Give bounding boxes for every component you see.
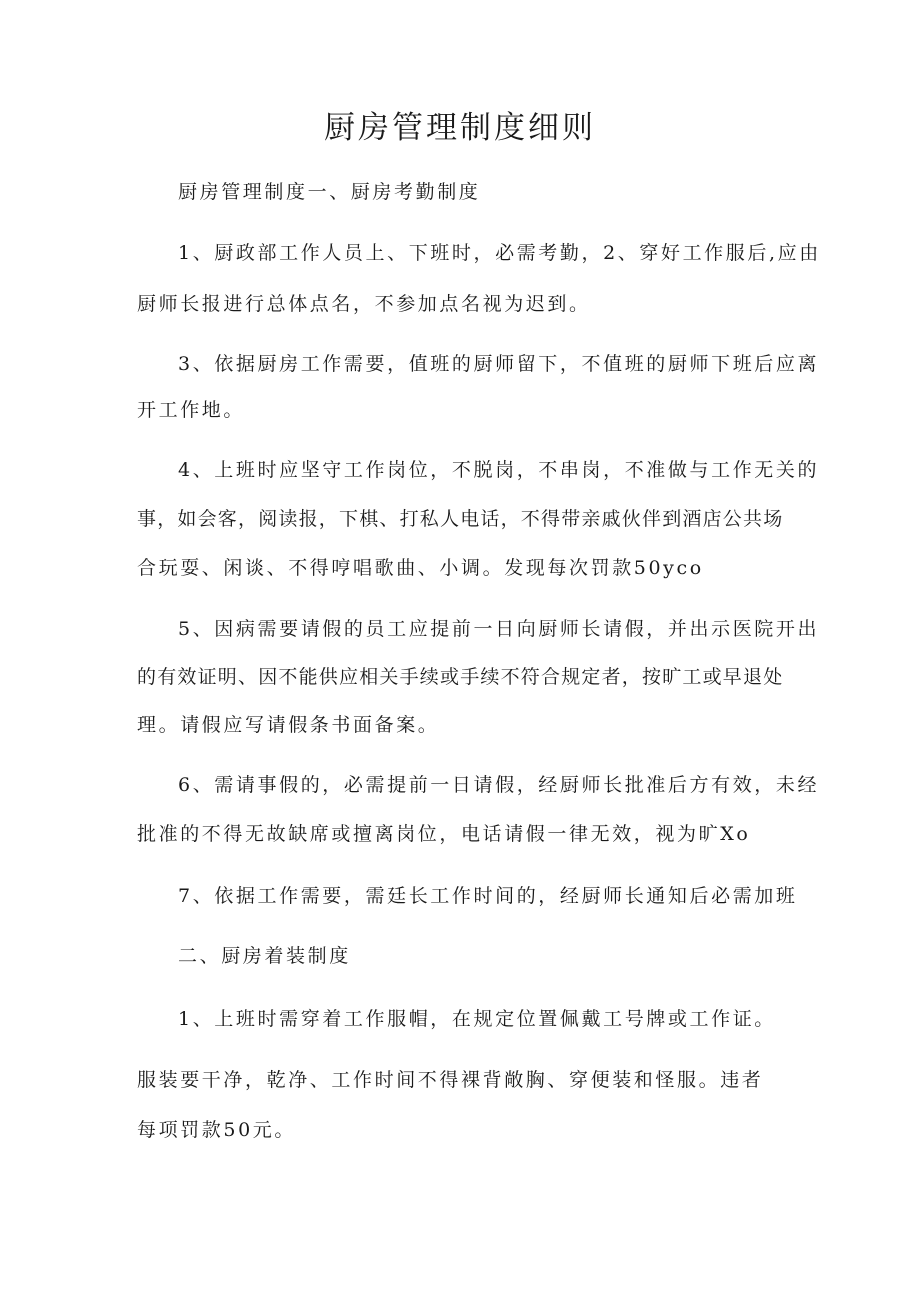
section-heading-attire: 二、厨房着装制度 (178, 945, 351, 967)
paragraph-line: 3、依据厨房工作需要，值班的厨师留下，不值班的厨师下班后应离 (178, 353, 820, 375)
paragraph-line: 开工作地。 (137, 399, 246, 421)
paragraph-line: 7、依据工作需要，需廷长工作时间的，经厨师长通知后必需加班 (178, 885, 798, 907)
paragraph-line: 理。请假应写请假条书面备案。 (137, 714, 440, 736)
section-heading-attendance: 厨房管理制度一、厨房考勤制度 (178, 181, 481, 203)
paragraph-line: 厨师长报进行总体点名，不参加点名视为迟到。 (137, 293, 591, 315)
paragraph-line: 6、需请事假的，必需提前一日请假，经厨师长批准后方有效，未经 (178, 774, 820, 796)
paragraph-line: 服装要干净，乾净、工作时间不得裸背敞胸、穿便装和怪服。违者 (137, 1069, 764, 1091)
paragraph-line: 每项罚款50元。 (137, 1119, 296, 1141)
paragraph-line: 批准的不得无故缺席或擅离岗位，电话请假一律无效，视为旷Xo (137, 823, 751, 845)
paragraph-line: 1、厨政部工作人员上、下班时，必需考勤，2、穿好工作服后,应由 (178, 242, 821, 264)
paragraph-line: 事，如会客，阅读报，下棋、打私人电话，不得带亲戚伙伴到酒店公共场 (137, 508, 784, 530)
document-title: 厨房管理制度细则 (324, 110, 596, 146)
paragraph-line: 的有效证明、因不能供应相关手续或手续不符合规定者，按旷工或早退处 (137, 666, 784, 688)
paragraph-line: 4、上班时应坚守工作岗位，不脱岗，不串岗，不准做与工作无关的 (178, 459, 820, 481)
paragraph-line: 5、因病需要请假的员工应提前一日向厨师长请假，并出示医院开出 (178, 618, 820, 640)
paragraph-line: 1、上班时需穿着工作服帽，在规定位置佩戴工号牌或工作证。 (178, 1008, 776, 1030)
paragraph-line: 合玩耍、闲谈、不得哼唱歌曲、小调。发现每次罚款50yco (137, 557, 704, 579)
